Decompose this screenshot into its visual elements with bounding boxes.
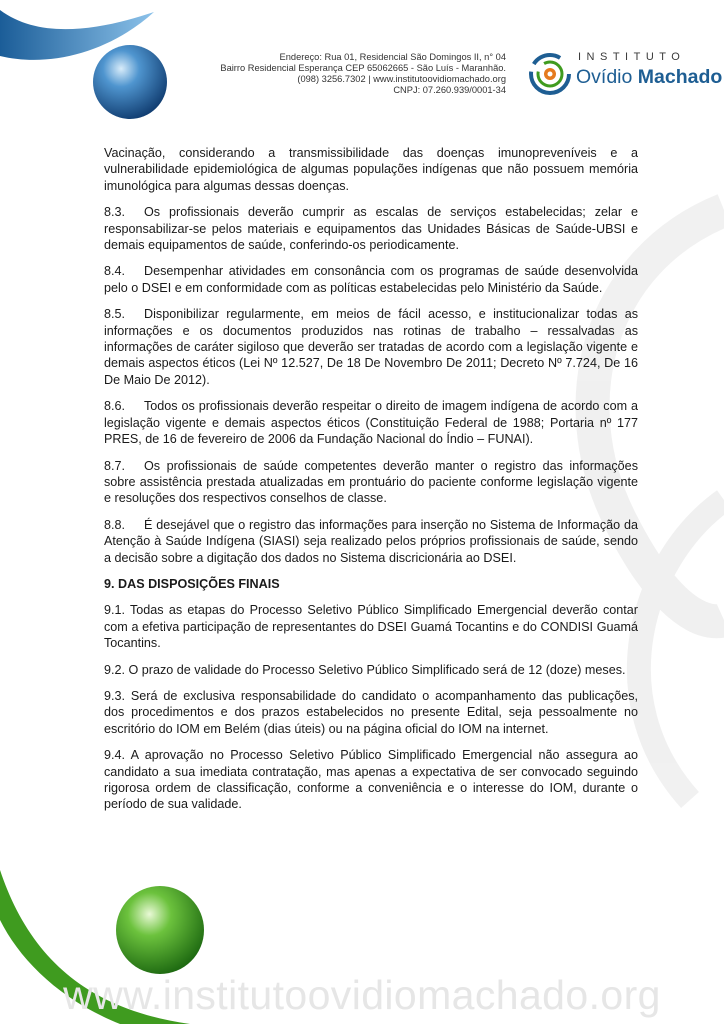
item-text: É desejável que o registro das informações para inserção no Sistema de Informação da Atenção à Saúde Indígena (SIASI) seja realizado pelos próprios profissionais de saúde, sendo a decisão sobre a digitação dos dados no Sistema discricionária ao DSEI. bbox=[104, 517, 638, 565]
institute-logo bbox=[526, 46, 723, 106]
address-block bbox=[220, 52, 506, 96]
item-text: Os profissionais deverão cumprir as escalas de serviços estabelecidas; zelar e responsabilizar-se pelos materiais e equipamentos das Unidades Básicas de Saúde-UBSI e demais equipamentos de saúde, conferindo-os periodicamente. bbox=[104, 205, 638, 253]
item-9-4: 9.4. A aprovação no Processo Seletivo Público Simplificado Emergencial não assegura ao candidato a sua imediata contratação, mas apenas a expectativa de ser convocado seguindo rigorosa ordem de classificação, conforme a conveniência e o interesse do IOM, durante o período de sua validade. bbox=[104, 748, 638, 812]
item-8-4 bbox=[104, 263, 638, 296]
item-number: 8.3. bbox=[104, 205, 126, 220]
logo-mark-icon bbox=[526, 50, 574, 98]
item-number: 8.6. bbox=[104, 399, 126, 414]
item-9-2: 9.2. O prazo de validade do Processo Seletivo Público Simplificado será de 12 (doze) meses. bbox=[104, 662, 626, 677]
item-text: Disponibilizar regularmente, em meios de fácil acesso, e institucionalizar todas as informações e os documentos produzidos nas rotinas de trabalho – ressalvadas as informações de caráter sigiloso que deverão ser tratadas de acordo com a legislação vigente e demais aspectos éticos (Lei Nº 12.527, De 18 De Novembro De 2011; Decreto Nº 7.724, De 16 De Maio De 2012). bbox=[104, 307, 638, 387]
item-text: Desempenhar atividades em consonância com os programas de saúde desenvolvida pelo o DSEI e em conformidade com as políticas estabelecidas pelo Ministério da Saúde. bbox=[104, 264, 638, 295]
item-9-3: 9.3. Será de exclusiva responsabilidade do candidato o acompanhamento das publicações, dos procedimentos e dos prazos estabelecidos no presente Edital, seja pessoalmente no escritório do IOM em Belém (dias úteis) ou na página oficial do IOM na internet. bbox=[104, 688, 638, 736]
cnpj-line: CNPJ: 07.260.939/0001-34 bbox=[393, 85, 506, 95]
item-number: 8.4. bbox=[104, 264, 126, 279]
letterhead bbox=[0, 46, 724, 106]
footer-website-url: www.institutoovidiomachado.org bbox=[63, 972, 661, 1018]
item-8-5 bbox=[104, 306, 638, 388]
document-body bbox=[104, 145, 638, 823]
logo-institute-text: INSTITUTO bbox=[578, 51, 686, 63]
item-number: 8.7. bbox=[104, 458, 126, 473]
logo-name-bold: Machado bbox=[637, 66, 723, 88]
contact-line: (098) 3256.7302 | www.institutoovidiomachado.org bbox=[297, 74, 506, 84]
item-9-1: 9.1. Todas as etapas do Processo Seletivo Público Simplificado Emergencial deverão contar com a efetiva participação de representantes do DSEI Guamá Tocantins e do CONDISI Guamá Tocantins. bbox=[104, 603, 638, 651]
item-8-7 bbox=[104, 458, 638, 507]
item-number: 8.8. bbox=[104, 517, 126, 532]
item-text: Os profissionais de saúde competentes deverão manter o registro das informações sobre assistência prestada atualizadas em prontuário do paciente conforme legislação vigente e resoluções dos respectivos conselhos de classe. bbox=[104, 458, 638, 506]
address-line: Bairro Residencial Esperança CEP 65062665 - São Luís - Maranhão. bbox=[220, 63, 506, 73]
logo-name bbox=[576, 66, 722, 89]
address-line: Endereço: Rua 01, Residencial São Domingos II, n° 04 bbox=[279, 52, 506, 62]
item-8-8 bbox=[104, 517, 638, 566]
section-9-heading: 9. DAS DISPOSIÇÕES FINAIS bbox=[104, 576, 280, 591]
item-number: 8.5. bbox=[104, 307, 126, 322]
green-sphere bbox=[116, 886, 204, 974]
item-8-6 bbox=[104, 398, 638, 447]
item-8-3 bbox=[104, 204, 638, 253]
item-text: Todos os profissionais deverão respeitar o direito de imagem indígena de acordo com a legislação vigente e demais aspectos éticos (Constituição Federal de 1988; Portaria nº 177 PRES, de 16 de fevereiro de 2006 da Fundação Nacional do Índio – FUNAI). bbox=[104, 399, 638, 447]
paragraph-intro: Vacinação, considerando a transmissibilidade das doenças imunopreveníveis e a vulnerabilidade epidemiológica de algumas populações indígenas que não possuem memória imunológica para algumas dessas doenças. bbox=[104, 146, 638, 193]
logo-name-regular: Ovídio bbox=[576, 66, 633, 88]
